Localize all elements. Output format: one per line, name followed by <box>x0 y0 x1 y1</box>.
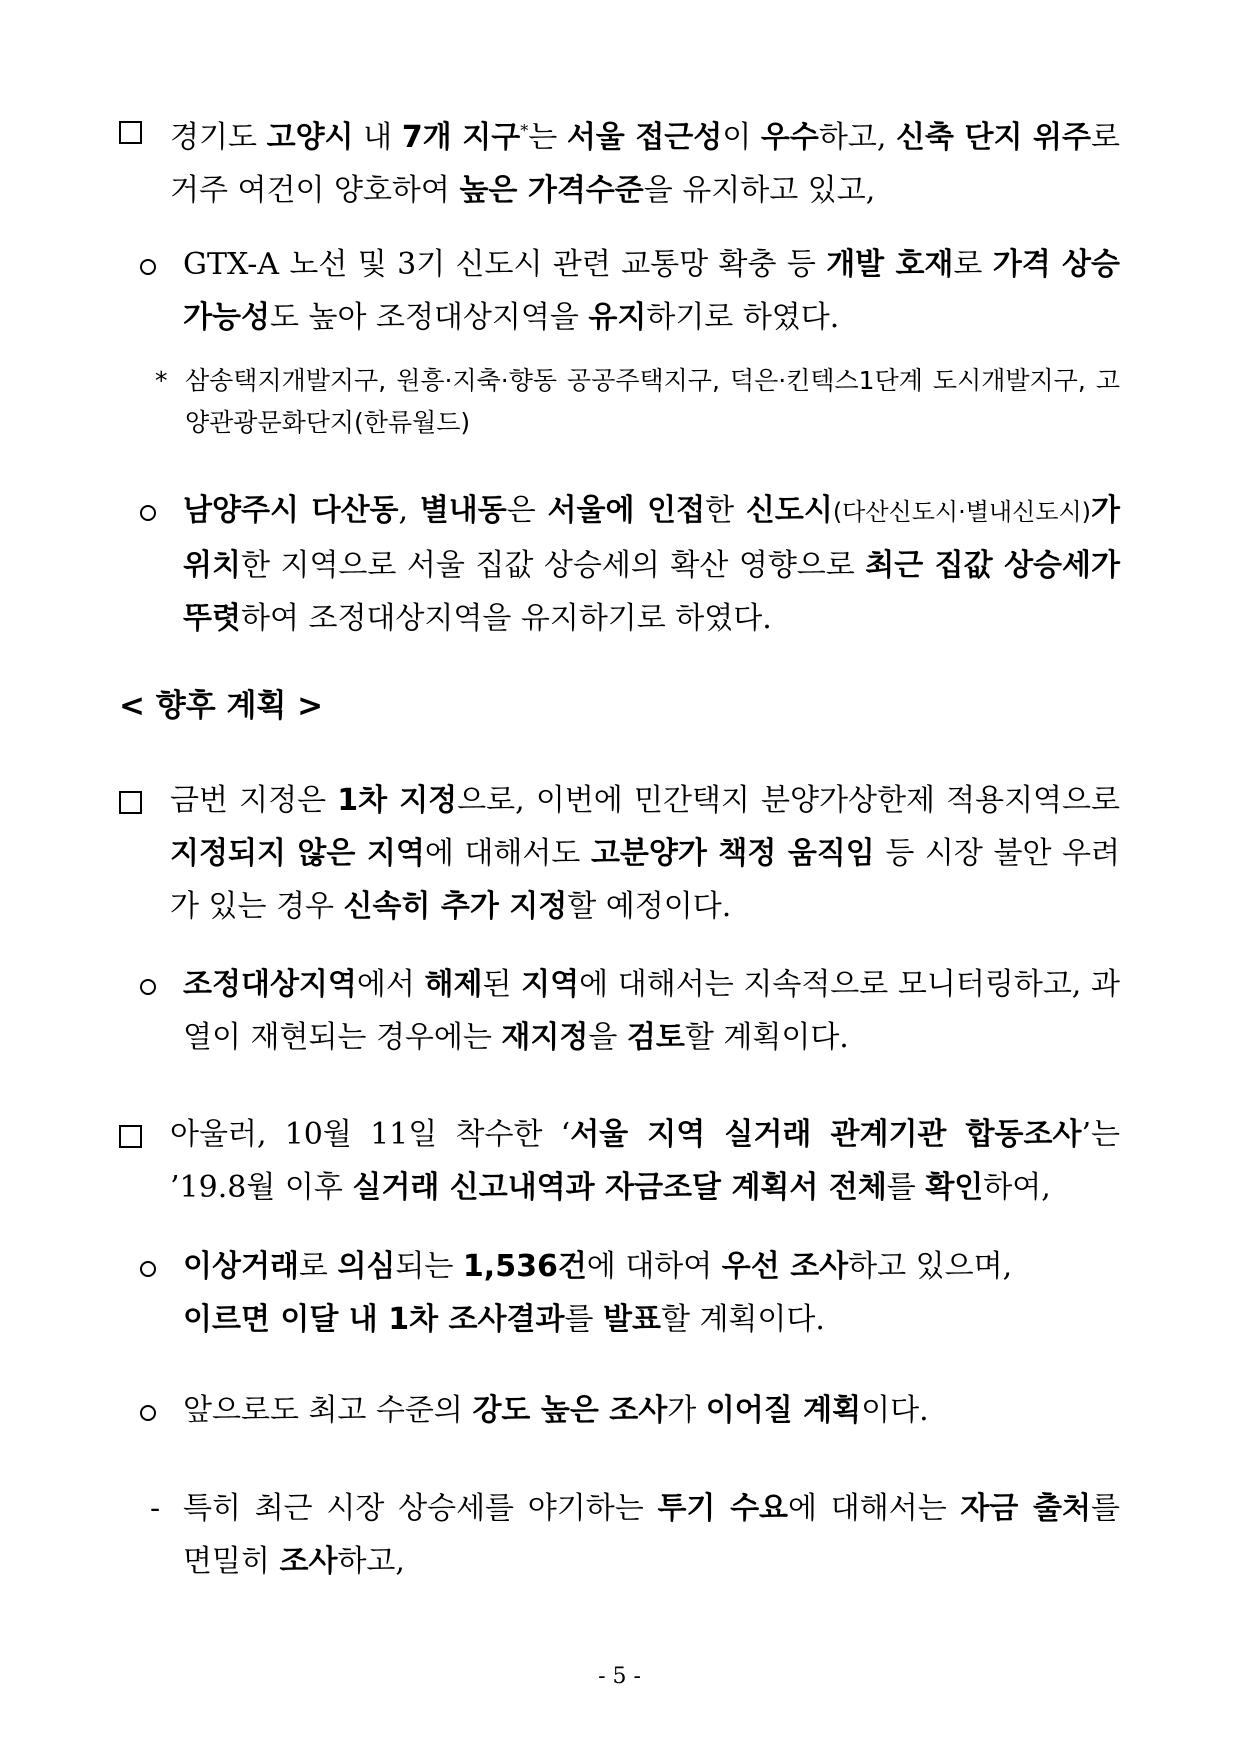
dash-marker: - <box>150 1491 161 1526</box>
paragraph-gtx: GTX-A 노선 및 3기 신도시 관련 교통망 확충 등 개발 호재로 가격 상승 가능성도 높아 조정대상지역을 유지하기로 하였다. <box>183 247 1120 335</box>
bullet-circle-marker <box>140 1240 160 1293</box>
bullet-box-marker <box>119 104 143 157</box>
paragraph-goyang: 경기도 고양시 내 7개 지구*는 서울 접근성이 우수하고, 신축 단지 위주로 거주 여건이 양호하여 높은 가격수준을 유지하고 있고, <box>170 120 1120 208</box>
page-number: - 5 - <box>598 1664 641 1689</box>
bullet-circle-marker <box>140 484 160 537</box>
paragraph-joint-investigation: 아울러, 10월 11일 착수한 ‘서울 지역 실거래 관계기관 합동조사’는 ’19.8월 이후 실거래 신고내역과 자금조달 계획서 전체를 확인하여, <box>170 1117 1121 1205</box>
paragraph-speculative-demand: 특히 최근 시장 상승세를 야기하는 투기 수요에 대해서는 자금 출처를 면밀히 조사하고, <box>183 1491 1120 1579</box>
section-heading: < 향후 계획 > <box>119 688 324 724</box>
paragraph-first-designation: 금번 지정은 1차 지정으로, 이번에 민간택지 분양가상한제 적용지역으로 지정되지 않은 지역에 대해서도 고분양가 책정 움직임 등 시장 불안 우려가 있는 경우 신속히 추가 지정할 예정이다. <box>170 783 1120 924</box>
bullet-circle-marker <box>140 958 160 1011</box>
paragraph-strong-investigation: 앞으로도 최고 수준의 강도 높은 조사가 이어질 계획이다. <box>183 1393 929 1428</box>
bullet-box-marker <box>119 774 143 827</box>
footnote-goyang-districts: 삼송택지개발지구, 원흥·지축·향동 공공주택지구, 덕은·킨텍스1단계 도시개발지구, 고양관광문화단지(한류월드) <box>185 366 1120 437</box>
bullet-box-marker <box>119 1108 143 1161</box>
paragraph-release-monitoring: 조정대상지역에서 해제된 지역에 대해서는 지속적으로 모니터링하고, 과열이 재현되는 경우에는 재지정을 검토할 계획이다. <box>183 967 1120 1055</box>
paragraph-suspicious-transactions: 이상거래로 의심되는 1,536건에 대하여 우선 조사하고 있으며, 이르면 이달 내 1차 조사결과를 발표할 계획이다. <box>183 1249 1013 1337</box>
bullet-circle-marker <box>140 238 160 291</box>
bullet-circle-marker <box>140 1384 160 1437</box>
footnote-marker: * <box>155 366 168 395</box>
paragraph-namyangju: 남양주시 다산동, 별내동은 서울에 인접한 신도시(다산신도시·별내신도시)가 위치한 지역으로 서울 집값 상승세의 확산 영향으로 최근 집값 상승세가 뚜렷하여 조정대상지역을 유지하기로 하였다. <box>183 493 1120 636</box>
